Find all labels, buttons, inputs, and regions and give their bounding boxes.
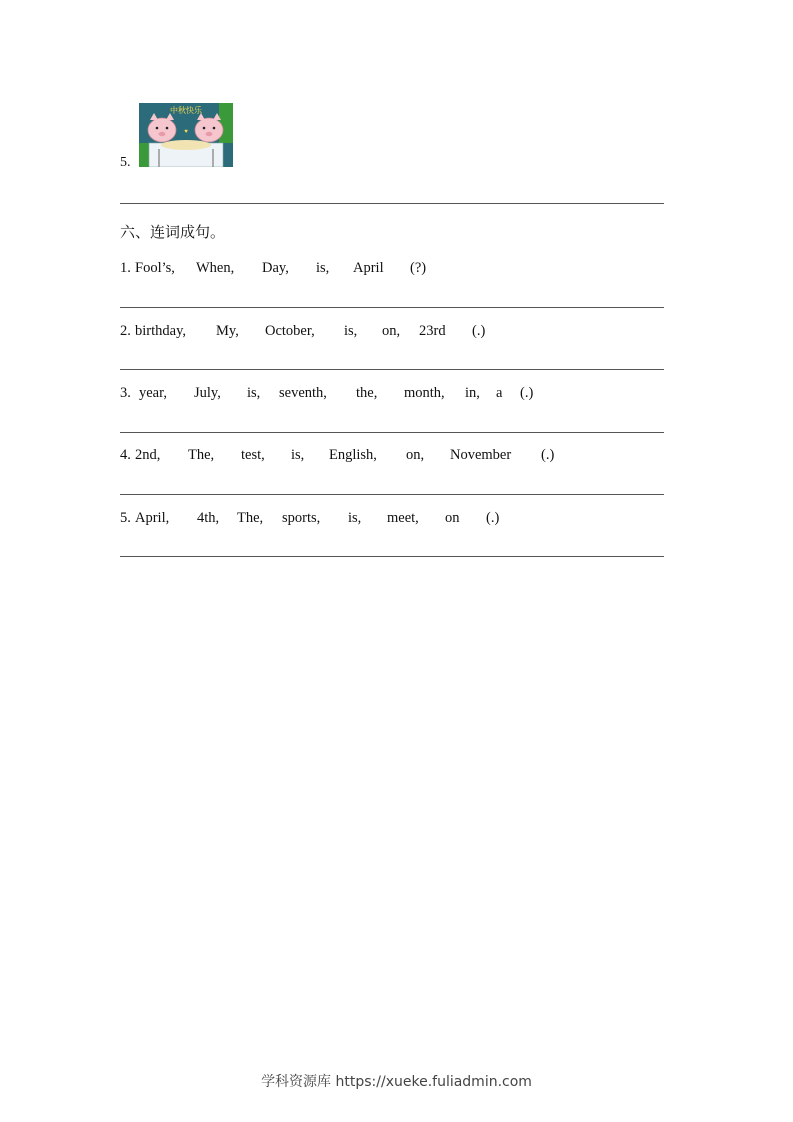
word-token: is, (247, 385, 261, 401)
question-number: 2. (120, 323, 131, 339)
word-token: birthday, (135, 323, 187, 339)
question-number: 5. (120, 510, 131, 526)
word-token: The, (237, 510, 264, 526)
word-token: (.) (486, 510, 500, 526)
word-token: When, (196, 260, 235, 276)
mid-autumn-pigs-image (139, 103, 233, 167)
answer-line-5[interactable] (120, 556, 664, 557)
word-token: 23rd (419, 323, 446, 339)
word-token: on, (406, 447, 425, 463)
word-token: July, (194, 385, 221, 401)
word-token: seventh, (279, 385, 327, 401)
word-token: April (353, 260, 384, 276)
word-token: (.) (520, 385, 534, 401)
word-token: month, (404, 385, 445, 401)
word-token: (?) (410, 260, 427, 276)
word-token: sports, (282, 510, 321, 526)
word-token: in, (465, 385, 480, 401)
word-token: 2nd, (135, 447, 161, 463)
word-token: The, (188, 447, 215, 463)
section-title: 六、连词成句。 (120, 223, 226, 241)
svg-text:♥: ♥ (184, 129, 188, 135)
answer-line-2[interactable] (120, 369, 664, 370)
word-token: November (450, 447, 512, 463)
answer-line-4[interactable] (120, 494, 664, 495)
word-token: is, (348, 510, 362, 526)
word-token: year, (139, 385, 167, 401)
word-token: is, (344, 323, 358, 339)
answer-line-3[interactable] (120, 432, 664, 433)
word-token: Fool’s, (135, 260, 175, 276)
word-token: English, (329, 447, 377, 463)
footer-source: 学科资源库 https://xueke.fuliadmin.com (261, 1074, 532, 1090)
word-token: (.) (472, 323, 486, 339)
word-token: is, (316, 260, 330, 276)
word-token: the, (356, 385, 378, 401)
word-token: Day, (262, 260, 289, 276)
word-token: 4th, (197, 510, 220, 526)
item-5-number: 5. (120, 155, 131, 170)
question-number: 1. (120, 260, 131, 276)
word-token: on, (382, 323, 401, 339)
word-token: a (496, 385, 503, 401)
answer-line-1[interactable] (120, 307, 664, 308)
picture-caption: 中秋快乐 (170, 106, 202, 115)
question-number: 4. (120, 447, 131, 463)
word-token: October, (265, 323, 315, 339)
answer-line-item-5[interactable] (120, 203, 664, 204)
word-token: My, (216, 323, 239, 339)
word-token: April, (135, 510, 170, 526)
word-token: meet, (387, 510, 419, 526)
question-number: 3. (120, 385, 131, 401)
word-token: on (445, 510, 460, 526)
word-token: (.) (541, 447, 555, 463)
word-token: test, (241, 447, 265, 463)
word-token: is, (291, 447, 305, 463)
